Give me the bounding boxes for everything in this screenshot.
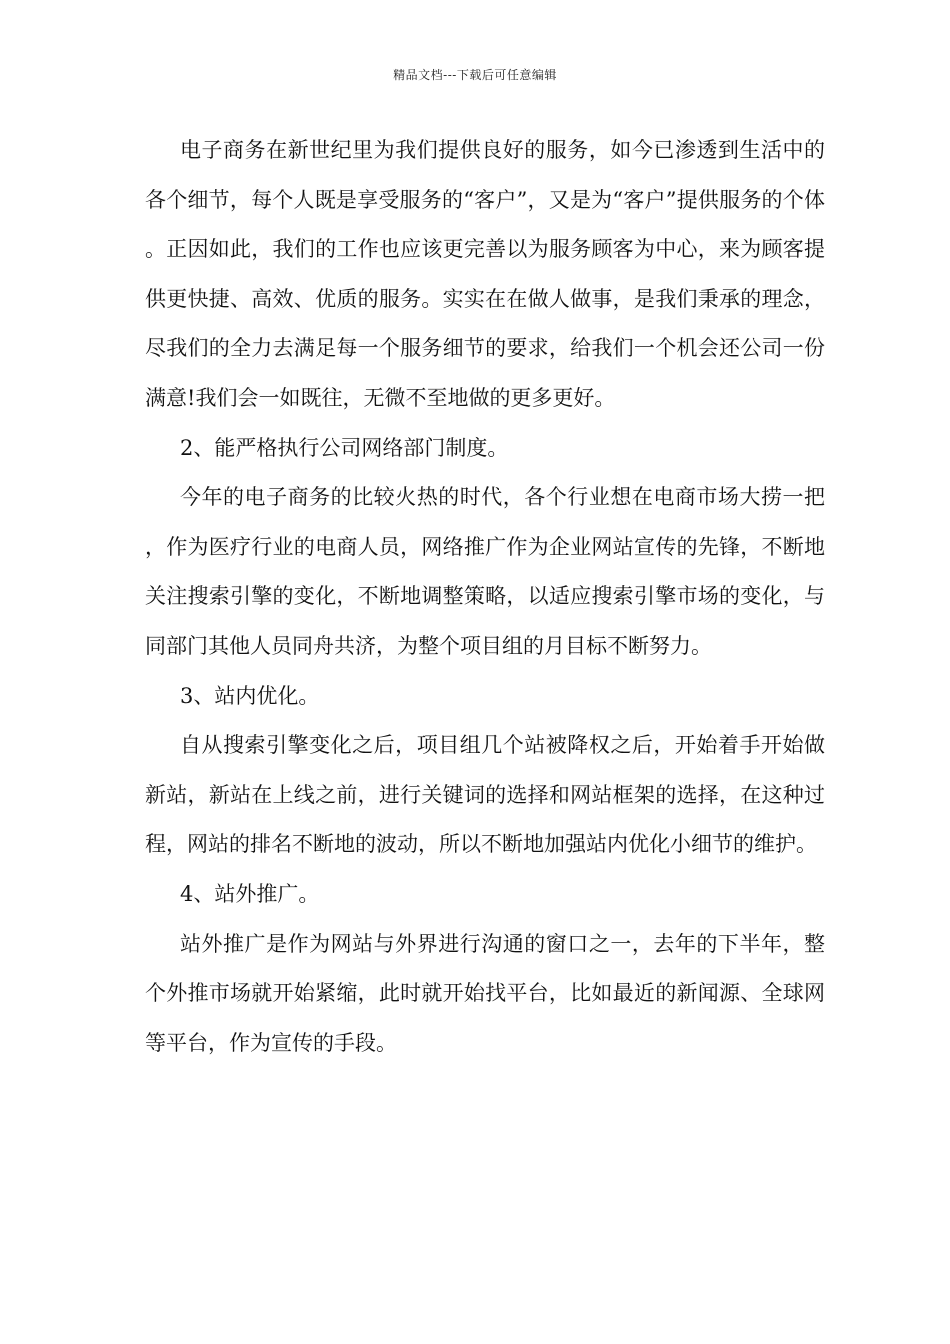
section-heading-3: 3、站内优化。 xyxy=(180,683,320,708)
section-heading-4: 4、站外推广。 xyxy=(180,881,320,906)
page-header: 精品文档---下载后可任意编辑 xyxy=(393,68,557,82)
paragraph-section-3: 自从搜索引擎变化之后，项目组几个站被降权之后，开始着手开始做新站，新站在上线之前，进行关键词的选择和网站框架的选择，在这种过程，网站的排名不断地的波动，所以不断地加强站内优化小细节的维护。 xyxy=(145,733,825,857)
paragraph-intro: 电子商务在新世纪里为我们提供良好的服务，如今已渗透到生活中的各个细节，每个人既是享受服务的“客户”，又是为“客户”提供服务的个体。正因如此，我们的工作也应该更完善以为服务顾客为中心，来为顾客提供更快捷、高效、优质的服务。实实在在做人做事，是我们秉承的理念，尽我们的全力去满足每一个服务细节的要求，给我们一个机会还公司一份满意!我们会一如既往，无微不至地做的更多更好。 xyxy=(145,138,825,410)
paragraph-section-4: 站外推广是作为网站与外界进行沟通的窗口之一，去年的下半年，整个外推市场就开始紧缩，此时就开始找平台，比如最近的新闻源、全球网等平台，作为宣传的手段。 xyxy=(145,931,825,1055)
document-body xyxy=(145,126,825,1068)
paragraph-section-2: 今年的电子商务的比较火热的时代，各个行业想在电商市场大捞一把，作为医疗行业的电商人员，网络推广作为企业网站宣传的先锋，不断地关注搜索引擎的变化，不断地调整策略，以适应搜索引擎市场的变化，与同部门其他人员同舟共济，为整个项目组的月目标不断努力。 xyxy=(145,485,825,658)
section-heading-2: 2、能严格执行公司网络部门制度。 xyxy=(180,435,509,460)
